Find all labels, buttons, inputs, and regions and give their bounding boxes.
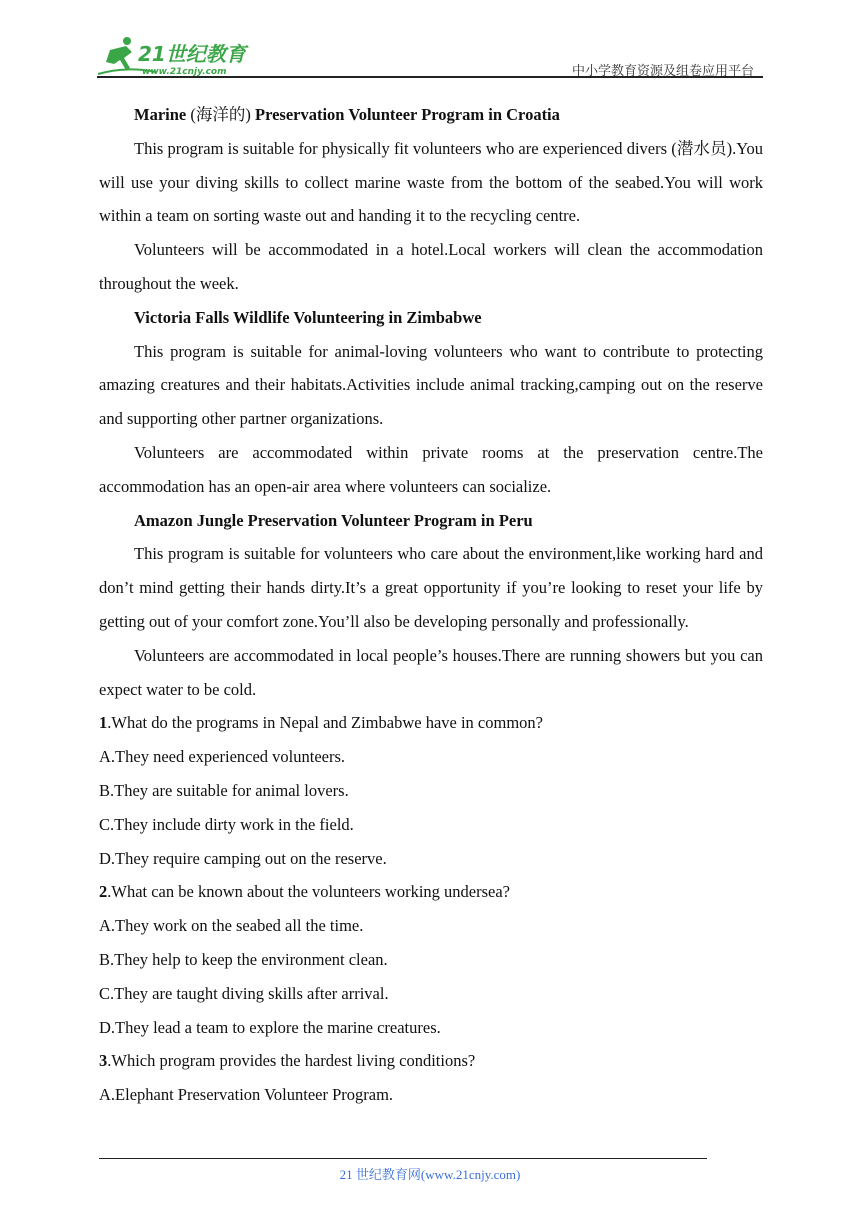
answer-option: B.They are suitable for animal lovers.	[99, 780, 349, 800]
answer-option: C.They are taught diving skills after arrival.	[99, 983, 389, 1003]
program-title: Victoria Falls Wildlife Volunteering in Zimbabwe	[134, 307, 482, 327]
program-paragraph: This program is suitable for physically fit volunteers who are experienced divers (潜水员).You will use your diving skills to collect marine waste from the bottom of the seabed.You will work within a team on sorting waste out and handing it to the recycling centre.	[99, 138, 763, 226]
answer-option: A.They work on the seabed all the time.	[99, 916, 364, 936]
program-paragraph: Volunteers are accommodated within private rooms at the preservation centre.The accommodation has an open-air area where volunteers can socialize.	[99, 442, 763, 496]
logo-url: www.21cnjy.com	[142, 67, 227, 76]
program-paragraph: This program is suitable for animal-loving volunteers who want to contribute to protecting amazing creatures and their habitats.Activities include animal tracking,camping out on the reserve and supporting other partner organizations.	[99, 341, 763, 429]
footer-divider	[99, 1158, 707, 1159]
question: 3.Which program provides the hardest living conditions?	[99, 1051, 476, 1071]
program-paragraph: Volunteers are accommodated in local people’s houses.There are running showers but you can expect water to be cold.	[99, 645, 763, 699]
question: 2.What can be known about the volunteers working undersea?	[99, 882, 510, 902]
header-divider	[97, 76, 763, 78]
logo-text: 21世纪教育	[138, 42, 246, 66]
document-body	[99, 98, 763, 1112]
question: 1.What do the programs in Nepal and Zimbabwe have in common?	[99, 713, 543, 733]
answer-option: A.Elephant Preservation Volunteer Program.	[99, 1085, 394, 1105]
logo	[96, 36, 261, 76]
answer-option: B.They help to keep the environment clean.	[99, 949, 388, 969]
answer-option: D.They lead a team to explore the marine creatures.	[99, 1017, 441, 1037]
program-paragraph: Volunteers will be accommodated in a hotel.Local workers will clean the accommodation throughout the week.	[99, 240, 763, 293]
page-header	[0, 0, 860, 80]
program-paragraph: This program is suitable for volunteers who care about the environment,like working hard and don’t mind getting their hands dirty.It’s a great opportunity if you’re looking to reset your life by getting out of your comfort zone.You’ll also be developing personally and professionally.	[99, 544, 763, 631]
answer-option: C.They include dirty work in the field.	[99, 814, 354, 834]
header-platform-name: 中小学教育资源及组卷应用平台	[571, 64, 754, 79]
program-title: Amazon Jungle Preservation Volunteer Program in Peru	[134, 510, 533, 530]
answer-option: A.They need experienced volunteers.	[99, 747, 346, 767]
footer-link[interactable]: 21 世纪教育网(www.21cnjy.com)	[339, 1167, 521, 1182]
program-title: Marine (海洋的) Preservation Volunteer Program in Croatia	[134, 105, 560, 124]
answer-option: D.They require camping out on the reserve.	[99, 848, 387, 868]
